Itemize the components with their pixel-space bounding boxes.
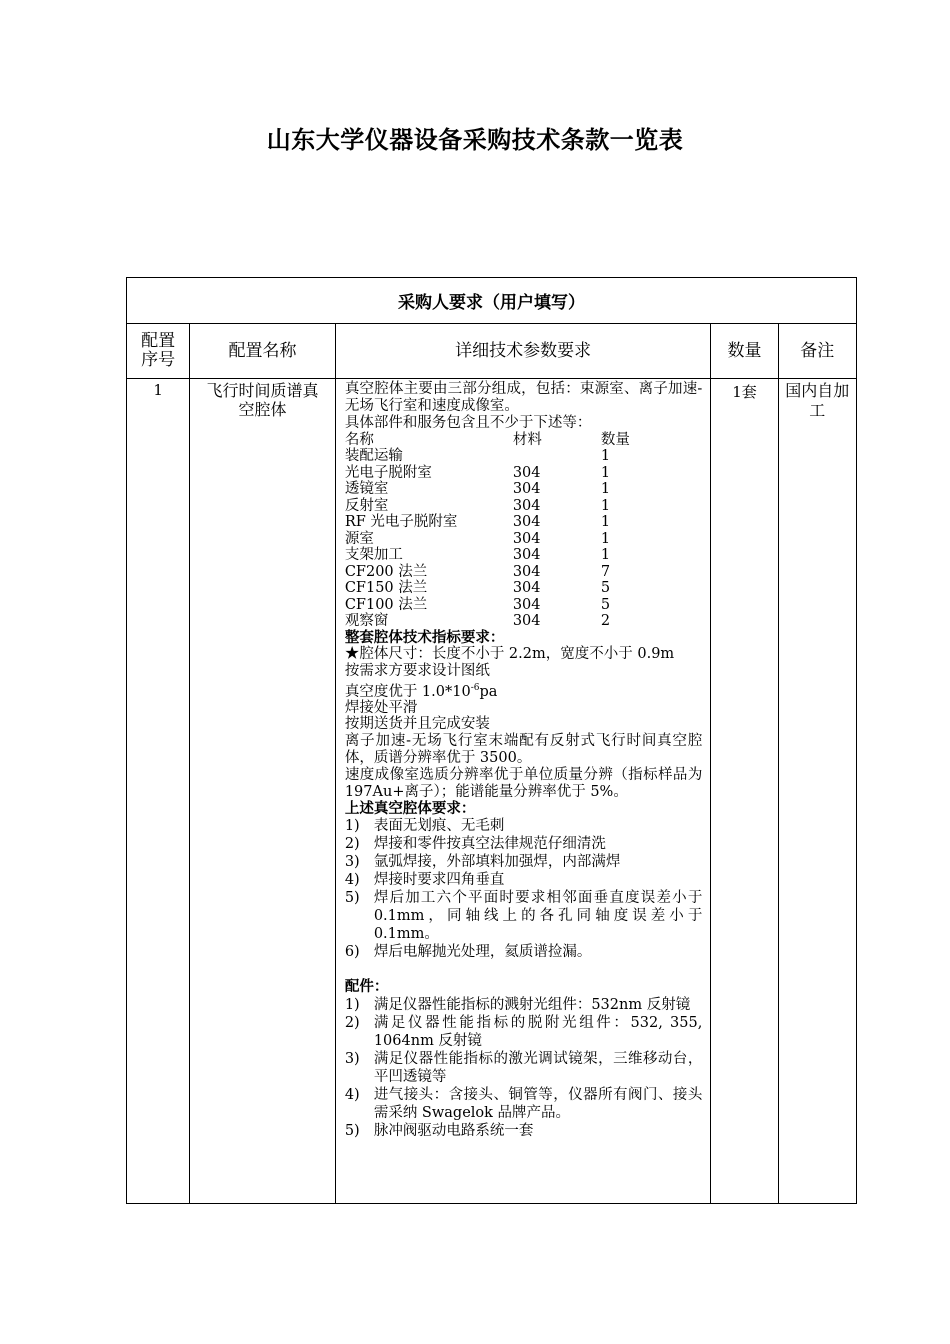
part-count: 1	[600, 530, 611, 547]
cell-seq: 1	[127, 379, 190, 1204]
accessory-item: 4) 进气接头：含接头、铜管等，仪器所有阀门、接头需采纳 Swagelok 品牌产品。	[344, 1086, 703, 1121]
chamber-requirements	[345, 817, 703, 961]
requirement-item: 4) 焊接时要求四角垂直	[344, 872, 505, 889]
part-row	[345, 547, 703, 564]
spec-item: 焊接处平滑	[344, 699, 418, 716]
part-count: 1	[600, 448, 611, 464]
part-material: 304	[512, 497, 541, 514]
cell-name: 飞行时间质谱真空腔体	[190, 379, 336, 1204]
spec-heading: 整套腔体技术指标要求：	[344, 628, 505, 646]
procurement-table	[126, 277, 857, 1204]
cell-qty: 1套	[711, 379, 778, 1204]
part-name: RF 光电子脱附室	[344, 514, 458, 530]
accessory-item: 5) 脉冲阀驱动电路系统一套	[344, 1122, 534, 1139]
spec-item: 按需求方要求设计图纸	[344, 663, 490, 679]
chamber-heading: 上述真空腔体要求：	[344, 799, 476, 817]
requirement-item: 5) 焊后加工六个平面时要求相邻面垂直度误差小于 0.1mm，同轴线上的各孔同轴度误差小于 0.1mm。	[344, 890, 703, 943]
part-count: 1	[600, 464, 611, 481]
part-count: 1	[600, 514, 611, 530]
intro-text: 真空腔体主要由三部分组成，包括：束源室、离子加速-无场飞行室和速度成像室。	[344, 381, 703, 414]
part-name: 观察窗	[344, 613, 389, 629]
part-row	[345, 580, 703, 597]
parts-list	[345, 448, 703, 630]
part-count: 1	[600, 547, 611, 563]
requirement-item: 6) 焊后电解抛光处理，氦质谱捡漏。	[344, 944, 592, 961]
part-count: 1	[600, 481, 611, 497]
part-material: 304	[512, 464, 541, 481]
part-row	[345, 498, 703, 515]
part-material: 304	[512, 530, 541, 547]
requirement-item: 2) 焊接和零件按真空法律规范仔细清洗	[344, 836, 606, 853]
parts-header: 名称 材料 数量	[344, 431, 630, 448]
part-row	[345, 597, 703, 614]
spec-item: 离子加速-无场飞行室末端配有反射式飞行时间真空腔体，质谱分辨率优于 3500。	[344, 732, 703, 766]
part-row	[345, 481, 703, 498]
part-material: 304	[512, 481, 541, 497]
part-count: 1	[600, 497, 611, 514]
accessory-item: 1) 满足仪器性能指标的溅射光组件：532nm 反射镜	[344, 996, 691, 1013]
part-material: 304	[512, 580, 541, 596]
spec-item: 真空度优于 $1.0*10^{-6}pa$	[344, 682, 498, 700]
intro-text: 具体部件和服务包含且不少于下述等：	[344, 415, 592, 431]
part-row	[345, 448, 703, 465]
part-row	[345, 531, 703, 548]
requirement-item: 3) 氩弧焊接，外部填料加强焊，内部满焊	[344, 854, 621, 871]
part-name: 透镜室	[344, 481, 389, 497]
part-name: 装配运输	[344, 448, 403, 464]
col-header-name: 配置名称	[190, 324, 336, 379]
part-name: CF100 法兰	[344, 596, 428, 613]
part-name: CF150 法兰	[344, 580, 428, 596]
part-row	[345, 613, 703, 630]
col-header-seq: 配置 序号	[127, 324, 190, 379]
section-header: 采购人要求（用户填写）	[127, 278, 857, 324]
part-material: 304	[512, 613, 541, 629]
table-row	[127, 379, 857, 1204]
part-material: 304	[512, 563, 541, 580]
part-count: 2	[600, 613, 611, 629]
spec-item: 按期送货并且完成安装	[344, 716, 490, 733]
part-name: CF200 法兰	[344, 563, 428, 580]
col-header-note: 备注	[778, 324, 856, 379]
spec-item: 速度成像室选质分辨率优于单位质量分辨（指标样品为 197Au+离子）；能谱能量分辨率优于 5%。	[344, 766, 703, 800]
part-row	[345, 564, 703, 581]
part-row	[345, 465, 703, 482]
spec-item: ★腔体尺寸：长度不小于 2.2m，宽度不小于 0.9m	[344, 646, 675, 662]
part-name: 支架加工	[344, 547, 403, 563]
part-count: 7	[600, 563, 611, 580]
cell-note: 国内自加工	[778, 379, 856, 1204]
accessory-item: 2) 满足仪器性能指标的脱附光组件：532, 355, 1064nm 反射镜	[344, 1014, 703, 1049]
part-material: 304	[512, 547, 541, 563]
part-row	[345, 514, 703, 531]
part-name: 源室	[344, 530, 374, 547]
col-header-qty: 数量	[711, 324, 778, 379]
col-header-detail: 详细技术参数要求	[335, 324, 711, 379]
part-count: 5	[600, 596, 611, 613]
part-material	[513, 448, 601, 465]
requirement-item: 1) 表面无划痕、无毛刺	[344, 818, 505, 835]
part-material: 304	[512, 596, 541, 613]
part-name: 反射室	[344, 497, 389, 514]
part-count: 5	[600, 580, 611, 596]
document-title: 山东大学仪器设备采购技术条款一览表	[266, 125, 684, 154]
part-material: 304	[512, 514, 541, 530]
accessories-heading: 配件：	[344, 978, 389, 996]
cell-detail	[335, 379, 711, 1204]
part-name: 光电子脱附室	[344, 464, 432, 481]
accessory-item: 3) 满足仪器性能指标的激光调试镜架，三维移动台，平凹透镜等	[344, 1050, 703, 1085]
accessories-list	[345, 996, 703, 1140]
